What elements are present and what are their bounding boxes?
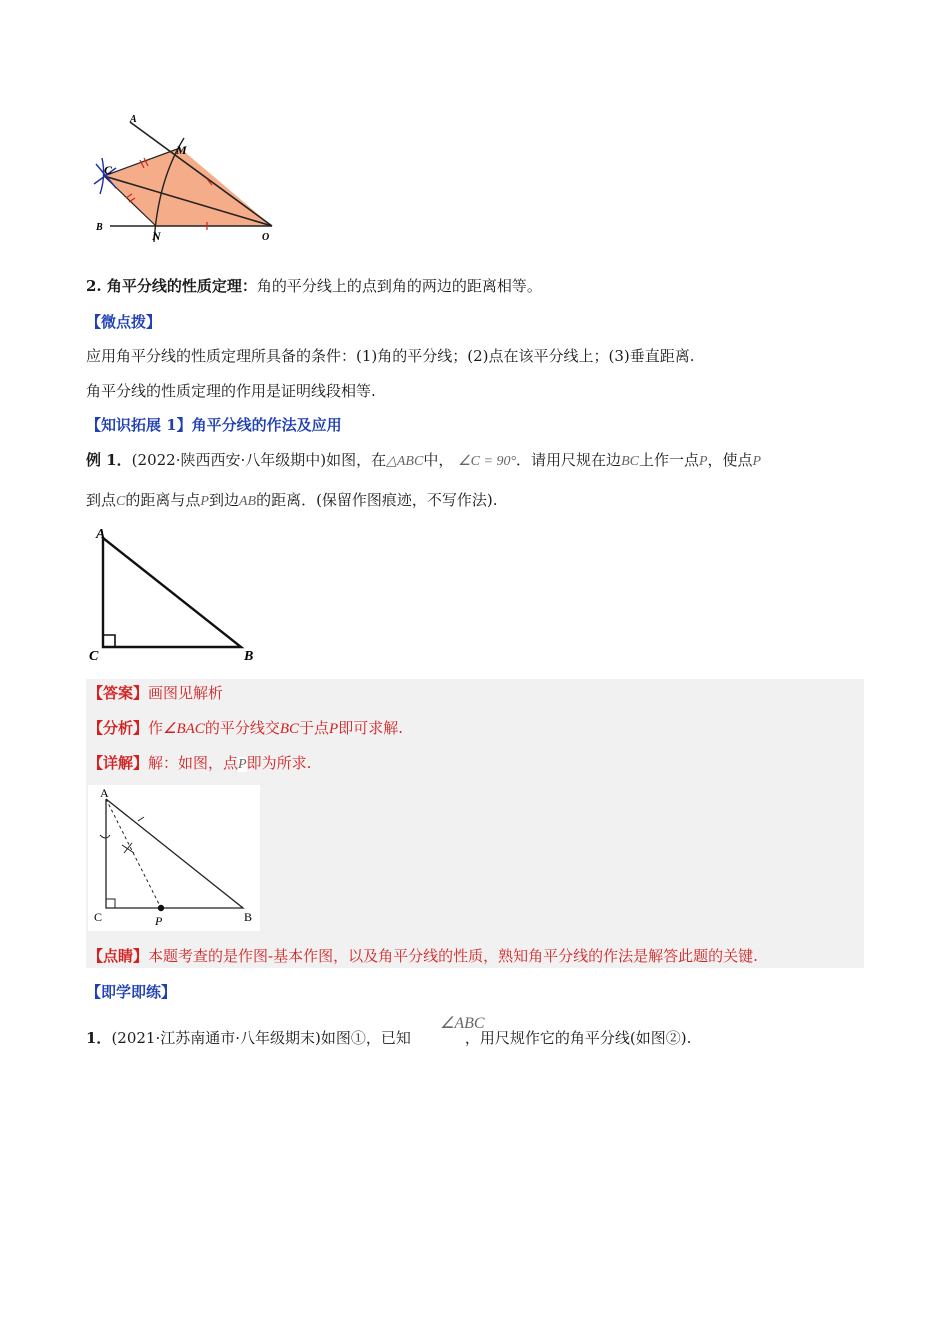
tip-line-2: 角平分线的性质定理的作用是证明线段相等. [86,382,376,400]
theorem-text: 角的平分线上的点到角的两边的距离相等。 [256,277,542,295]
example-text-mid2: ．请用尺规在边 [516,451,622,469]
comment-tag: 【点睛】 [88,947,149,965]
angle-bisector-figure [86,110,286,250]
right-triangle-figure [86,522,266,667]
comment-text: 本题考查的是作图-基本作图，以及角平分线的性质，熟知角平分线的作法是解答此题的关键. [148,947,758,965]
theorem-title: 2. 角平分线的性质定理： [86,277,257,295]
label-b: B [96,222,103,233]
solution-figure [88,785,260,931]
example-text-a: 到点 [86,491,117,509]
example-text-mid3: 上作一点 [638,451,699,469]
analysis-line [88,717,403,740]
point-p: P [329,721,339,737]
label-n: N [152,229,161,243]
example-label: 例 1． [86,451,132,469]
point-p: P [752,454,762,469]
tip-line-1: 应用角平分线的性质定理所具备的条件：(1)角的平分线；(2)点在该平分线上；(3)垂直距离. [86,347,695,365]
point-p: P [238,757,247,772]
practice-line [86,1027,691,1049]
analysis-text-a: 作 [148,719,164,737]
detail-line [88,752,311,776]
label-c: C [104,163,113,177]
right-angle-mark [103,635,115,647]
analysis-text-d: 即可求解. [338,719,403,737]
extension-heading: 【知识拓展 1】角平分线的作法及应用 [86,416,342,434]
label-b: B [244,649,254,664]
triangle-abc-outline [103,538,241,647]
angle-bac: ∠BAC [163,721,205,737]
theorem-line [86,275,542,297]
analysis-text-b: 的平分线交 [204,719,280,737]
point-c: C [116,494,126,509]
label-b: B [244,910,253,924]
angle-abc: ∠ABC [440,1015,485,1032]
label-c: C [89,649,99,664]
detail-tag: 【详解】 [88,754,149,772]
point-p: P [200,494,209,509]
detail-text-a: 解：如图，点 [148,754,239,772]
comment-line [88,945,758,967]
example-text-b: 的距离与点 [125,491,201,509]
answer-text: 画图见解析 [148,684,224,702]
label-o: O [262,232,270,243]
example-line-2 [86,489,498,513]
example-text-mid4: ，使点 [707,451,753,469]
angle-c-90: ∠C = 90° [458,454,517,469]
point-p-dot [158,905,164,911]
label-m: M [176,143,187,157]
label-p: P [155,914,163,928]
analysis-tag: 【分析】 [88,719,149,737]
answer-line [88,682,223,704]
practice-text-b: ，用尺规作它的角平分线(如图②). [464,1029,692,1047]
example-text-mid1: 中， [423,451,454,469]
label-a: A [100,786,109,800]
practice-number: 1． [86,1029,112,1047]
example-line-1 [86,449,761,473]
answer-tag: 【答案】 [88,684,149,702]
triangle-abc: △ABC [386,454,424,469]
analysis-text-c: 于点 [299,719,330,737]
tip-heading: 【微点拨】 [86,313,162,331]
label-a: A [130,114,137,125]
label-a: A [96,527,106,542]
label-c: C [94,910,103,924]
side-bc: BC [621,454,639,469]
practice-text-a: (2021·江苏南通市·八年级期末)如图①，已知 [111,1029,411,1047]
detail-text-b: 即为所求. [246,754,312,772]
point-p: P [698,454,708,469]
example-source: (2022·陕西西安·八年级期中)如图，在 [131,451,387,469]
figure-background [88,785,260,931]
practice-heading: 【即学即练】 [86,983,177,1001]
side-bc: BC [279,721,299,737]
example-text-c: 到边 [208,491,239,509]
side-ab: AB [238,494,257,509]
example-text-d: 的距离．(保留作图痕迹，不写作法). [256,491,498,509]
shaded-quadrilateral [104,148,272,226]
